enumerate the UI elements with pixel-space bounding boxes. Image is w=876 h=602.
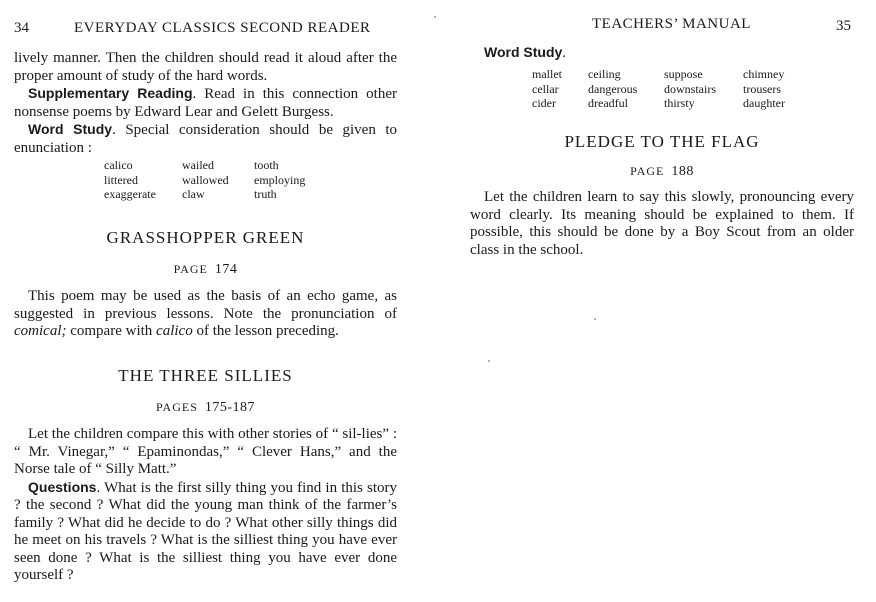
- word-row: [104, 158, 305, 173]
- scan-speck: [488, 360, 490, 362]
- word-row: [532, 82, 785, 97]
- word: dreadful: [588, 96, 628, 110]
- word-row: [532, 96, 785, 111]
- pledge-paragraph: Let the children learn to say this slowly, pronouncing every word clearly. Its meaning should be explained to them. If possible, this should be done by a Boy Scout from an older class in the school.: [470, 189, 854, 258]
- pages-number: 174: [214, 262, 238, 277]
- word-study-paragraph: [14, 121, 397, 157]
- word-row: [532, 67, 785, 82]
- text-span: compare with: [66, 323, 157, 339]
- questions-paragraph: [14, 479, 397, 585]
- questions-text: . What is the first silly thing you find in this story ? the second ? What did the young man think of the farmer’s family ? What did he decide to do ? What other silly things did he meet on his travels ? What is the silliest thing you have ever seen done ? What is the silliest thing you have ever done yourself ?: [14, 479, 397, 583]
- word: littered: [104, 172, 138, 187]
- sillies-paragraph: Let the children compare this with other stories of “ sil-lies” : “ Mr. Vinegar,” “ Epaminondas,” “ Clever Hans,” and the Norse tale of “ Silly Matt.”: [14, 426, 397, 477]
- right-running-head: TEACHERS’ MANUAL: [592, 16, 751, 32]
- word-row: [104, 187, 305, 202]
- section-title-sillies: THE THREE SILLIES: [118, 366, 293, 385]
- right-word-list: [532, 67, 785, 111]
- word: cider: [532, 96, 556, 110]
- pages-label: PAGE: [173, 262, 208, 276]
- questions-label: Questions: [28, 478, 97, 495]
- section-pages-sillies: [14, 400, 397, 416]
- word-study-label: Word Study: [28, 121, 113, 137]
- left-word-list: [104, 158, 305, 202]
- pages-number: 175-187: [204, 400, 256, 415]
- word: trousers: [743, 81, 781, 96]
- supplementary-label: Supplementary Reading: [28, 85, 193, 101]
- word: cellar: [532, 81, 559, 96]
- word: mallet: [532, 67, 562, 81]
- section-title-pledge: PLEDGE TO THE FLAG: [564, 132, 760, 151]
- pledge-block: [470, 189, 854, 259]
- left-running-head: EVERYDAY CLASSICS SECOND READER: [74, 20, 371, 36]
- word: suppose: [664, 67, 703, 81]
- word: exaggerate: [104, 187, 156, 201]
- word: chimney: [743, 67, 785, 81]
- pages-number: 188: [671, 164, 694, 179]
- word: claw: [182, 187, 205, 201]
- sillies-block: [14, 426, 397, 585]
- text-span: of the lesson preceding.: [192, 323, 339, 339]
- section-pages-pledge: [470, 164, 854, 180]
- italic-word: calico: [156, 323, 193, 339]
- grasshopper-paragraph: [14, 288, 397, 341]
- word: thirsty: [664, 96, 695, 110]
- word: wallowed: [182, 172, 229, 187]
- left-intro-block: [14, 50, 397, 157]
- word: ceiling: [588, 67, 621, 81]
- word: tooth: [254, 158, 279, 172]
- section-title-grasshopper: GRASSHOPPER GREEN: [106, 228, 305, 247]
- word-study-text: . Special consideration should be given to enunciation :: [14, 122, 397, 156]
- scan-speck: [434, 16, 436, 18]
- word-study-label: Word Study: [484, 44, 563, 60]
- section-pages-grasshopper: [14, 262, 397, 278]
- supplementary-text: . Read in this connection other nonsense poems by Edward Lear and Gelett Burgess.: [14, 86, 397, 120]
- word: dangerous: [588, 81, 638, 96]
- intro-paragraph: lively manner. Then the children should read it aloud after the proper amount of study of the hard words.: [14, 50, 397, 84]
- pages-label: PAGE: [630, 164, 665, 178]
- word-row: [104, 173, 305, 188]
- supplementary-paragraph: [14, 85, 397, 121]
- word: calico: [104, 158, 133, 172]
- word-study-punct: .: [562, 45, 567, 61]
- italic-word: comical;: [14, 323, 67, 339]
- left-page-number: 34: [14, 20, 29, 36]
- word: employing: [254, 172, 306, 187]
- word: downstairs: [664, 81, 716, 96]
- grasshopper-block: [14, 288, 397, 341]
- right-page-number: 35: [836, 18, 851, 34]
- right-page: [440, 0, 876, 602]
- word: truth: [254, 187, 277, 201]
- word: daughter: [743, 96, 785, 110]
- right-word-study-heading: [484, 44, 566, 63]
- scan-speck: [594, 318, 596, 320]
- text-span: This poem may be used as the basis of an echo game, as suggested in previous lessons. Note the pronunciation of: [14, 288, 397, 322]
- pages-label: PAGES: [155, 400, 198, 414]
- word: wailed: [182, 158, 214, 172]
